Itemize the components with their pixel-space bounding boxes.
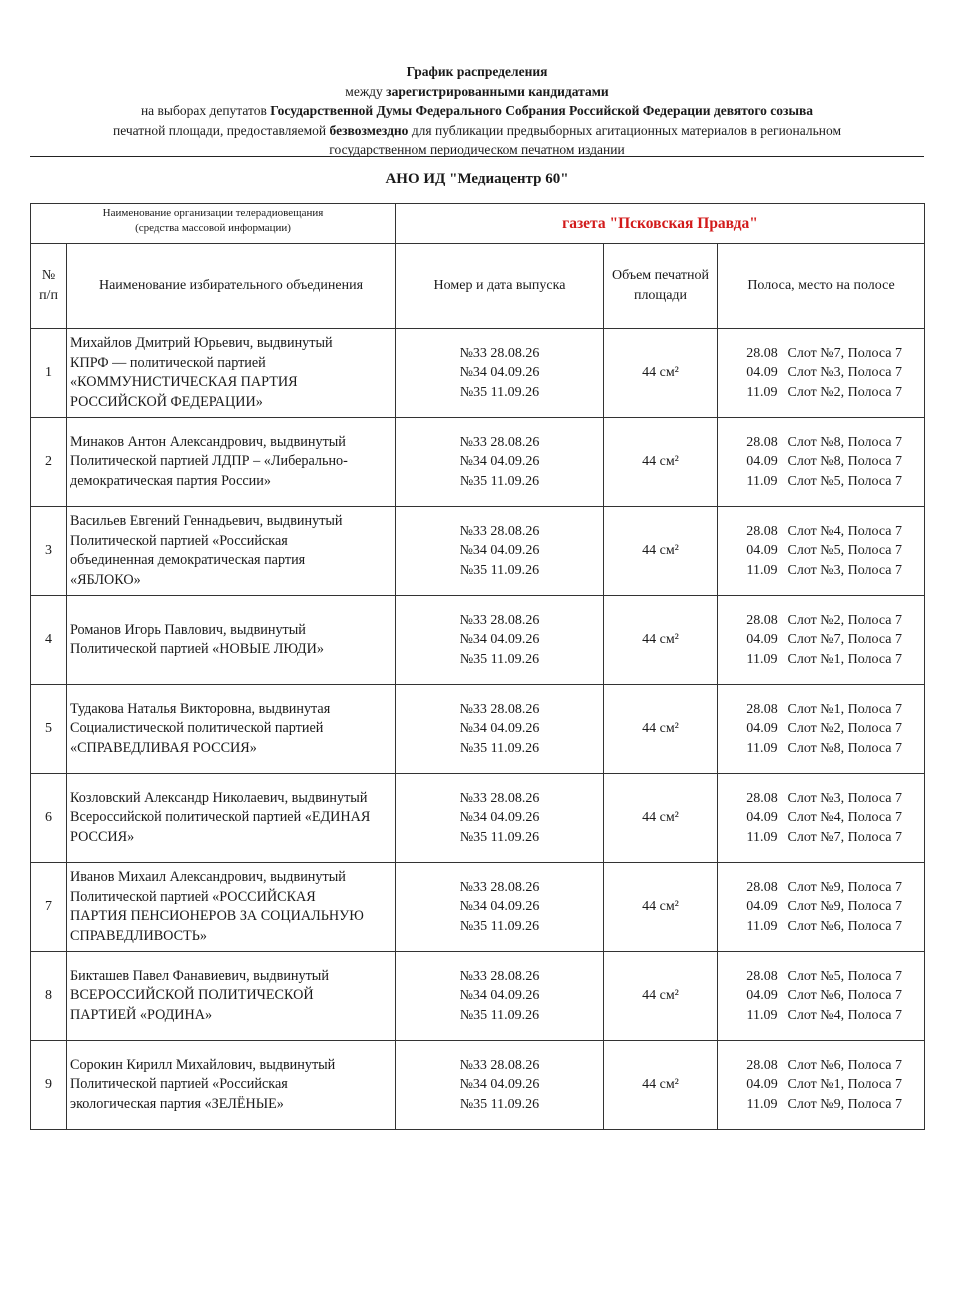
candidate-cell [67, 952, 396, 1041]
positions-cell [718, 774, 925, 863]
positions-cell [718, 685, 925, 774]
issues-cell [396, 596, 604, 685]
issue-line: №34 04.09.26 [459, 899, 540, 915]
candidate-line: ПАРТИЕЙ «РОДИНА» [70, 1006, 213, 1023]
issue-line: №34 04.09.26 [459, 988, 540, 1004]
volume-cell: 44 см² [604, 685, 718, 774]
position-place: Слот №4, Полоса 7 [787, 810, 902, 826]
candidate-line: Политической партией «РОССИЙСКАЯ [70, 888, 316, 905]
position-line [718, 452, 924, 472]
position-date: 28.08 [746, 612, 778, 628]
row-number: 4 [31, 596, 67, 685]
issue-line: №33 28.08.26 [459, 1057, 540, 1073]
candidate-cell [67, 774, 396, 863]
position-place: Слот №3, Полоса 7 [787, 562, 902, 578]
col-header-position: Полоса, место на полосе [718, 244, 925, 329]
position-date: 11.09 [746, 1096, 778, 1112]
issue-line: №33 28.08.26 [459, 434, 540, 450]
position-place: Слот №7, Полоса 7 [787, 632, 902, 648]
candidate-line: РОССИЯ» [70, 828, 135, 845]
candidate-line: Михайлов Дмитрий Юрьевич, выдвинутый [70, 335, 333, 351]
candidate-cell [67, 507, 396, 596]
issues-cell [396, 418, 604, 507]
position-place: Слот №5, Полоса 7 [787, 473, 902, 489]
header-line-3: на выборах депутатов Государственной Думы Федерального Собрания Российской Федерации девятого созыва [140, 103, 814, 118]
issue-line: №33 28.08.26 [459, 701, 540, 717]
positions-cell [718, 863, 925, 952]
candidate-cell [67, 418, 396, 507]
candidate-line: объединенная демократическая партия [70, 552, 306, 568]
position-place: Слот №9, Полоса 7 [787, 899, 902, 915]
table-row [31, 329, 925, 418]
position-line [718, 363, 924, 383]
positions-cell [718, 329, 925, 418]
position-place: Слот №6, Полоса 7 [787, 918, 902, 934]
position-place: Слот №3, Полоса 7 [787, 365, 902, 381]
col-header-party: Наименование избирательного объединения [67, 244, 396, 329]
position-place: Слот №6, Полоса 7 [787, 988, 902, 1004]
issue-line: №34 04.09.26 [459, 810, 540, 826]
position-place: Слот №6, Полоса 7 [787, 1057, 902, 1073]
position-place: Слот №3, Полоса 7 [787, 790, 902, 806]
position-line [718, 828, 924, 848]
document-title: График распределения [406, 64, 548, 79]
candidate-cell [67, 1041, 396, 1130]
row-number: 1 [31, 329, 67, 418]
allocation-table [30, 203, 925, 1130]
candidate-line: ПАРТИЯ ПЕНСИОНЕРОВ ЗА СОЦИАЛЬНУЮ [70, 908, 364, 924]
candidate-line: КПРФ — политической партией [70, 354, 266, 371]
row-number: 3 [31, 507, 67, 596]
candidate-cell [67, 863, 396, 952]
candidate-line: Козловский Александр Николаевич, выдвинутый [70, 789, 368, 806]
position-line [718, 561, 924, 581]
position-date: 04.09 [746, 988, 778, 1004]
media-label: Наименование организации телерадиовещания (средства массовой информации) [31, 204, 396, 244]
table-header-row [31, 244, 925, 329]
table-row [31, 418, 925, 507]
organization-name: АНО ИД "Медиацентр 60" [385, 171, 569, 187]
candidate-line: Политической партией «Российская [70, 1076, 288, 1093]
issue-line: №34 04.09.26 [459, 543, 540, 559]
position-place: Слот №5, Полоса 7 [787, 543, 902, 559]
position-date: 04.09 [746, 454, 778, 470]
position-line [718, 433, 924, 453]
position-place: Слот №8, Полоса 7 [787, 434, 902, 450]
issue-line: №35 11.09.26 [459, 740, 540, 756]
row-number: 8 [31, 952, 67, 1041]
document-header [30, 62, 924, 160]
issue-line: №34 04.09.26 [459, 632, 540, 648]
issue-line: №35 11.09.26 [459, 1007, 540, 1023]
candidate-line: Романов Игорь Павлович, выдвинутый [70, 621, 306, 638]
position-line [718, 700, 924, 720]
candidate-line: РОССИЙСКОЙ ФЕДЕРАЦИИ» [70, 393, 263, 410]
position-date: 11.09 [746, 918, 778, 934]
issues-cell [396, 329, 604, 418]
table-row [31, 863, 925, 952]
candidate-line: Политической партией «НОВЫЕ ЛЮДИ» [70, 641, 324, 657]
position-line [718, 897, 924, 917]
candidate-line: демократическая партия России» [70, 472, 271, 489]
table-row [31, 685, 925, 774]
position-date: 11.09 [746, 384, 778, 400]
volume-cell: 44 см² [604, 1041, 718, 1130]
position-date: 04.09 [746, 543, 778, 559]
positions-cell [718, 596, 925, 685]
position-date: 28.08 [746, 790, 778, 806]
issues-cell [396, 774, 604, 863]
position-line [718, 967, 924, 987]
position-date: 11.09 [746, 473, 778, 489]
position-date: 04.09 [746, 721, 778, 737]
volume-cell: 44 см² [604, 418, 718, 507]
position-line [718, 878, 924, 898]
candidate-line: Тудакова Наталья Викторовна, выдвинутая [70, 700, 331, 717]
position-line [718, 1006, 924, 1026]
issues-cell [396, 507, 604, 596]
issue-line: №33 28.08.26 [459, 790, 540, 806]
position-date: 28.08 [746, 523, 778, 539]
issue-line: №34 04.09.26 [459, 454, 540, 470]
candidate-line: «ЯБЛОКО» [70, 571, 141, 588]
position-place: Слот №1, Полоса 7 [787, 1077, 902, 1093]
issues-cell [396, 1041, 604, 1130]
candidate-line: Бикташев Павел Фанавиевич, выдвинутый [70, 967, 329, 984]
position-date: 28.08 [746, 345, 778, 361]
position-place: Слот №1, Полоса 7 [787, 701, 902, 717]
issue-line: №34 04.09.26 [459, 721, 540, 737]
issue-line: №35 11.09.26 [459, 829, 540, 845]
issue-line: №35 11.09.26 [459, 562, 540, 578]
volume-cell: 44 см² [604, 329, 718, 418]
candidate-line: «КОММУНИСТИЧЕСКАЯ ПАРТИЯ [70, 374, 298, 390]
candidate-cell [67, 329, 396, 418]
volume-cell: 44 см² [604, 774, 718, 863]
position-date: 04.09 [746, 1077, 778, 1093]
position-date: 04.09 [746, 810, 778, 826]
header-divider [30, 156, 924, 157]
position-line [718, 739, 924, 759]
issue-line: №35 11.09.26 [459, 1096, 540, 1112]
position-place: Слот №5, Полоса 7 [787, 968, 902, 984]
row-number: 2 [31, 418, 67, 507]
position-line [718, 611, 924, 631]
volume-cell: 44 см² [604, 507, 718, 596]
position-place: Слот №7, Полоса 7 [787, 345, 902, 361]
header-line-5: государственном периодическом печатном издании [329, 142, 625, 157]
positions-cell [718, 418, 925, 507]
position-place: Слот №9, Полоса 7 [787, 1096, 902, 1112]
candidate-line: Всероссийской политической партией «ЕДИНАЯ [70, 809, 371, 826]
candidate-line: Сорокин Кирилл Михайлович, выдвинутый [70, 1056, 336, 1073]
position-place: Слот №2, Полоса 7 [787, 612, 902, 628]
position-line [718, 1075, 924, 1095]
newspaper-name: газета "Псковская Правда" [396, 204, 925, 244]
positions-cell [718, 1041, 925, 1130]
table-row [31, 507, 925, 596]
position-date: 11.09 [746, 651, 778, 667]
candidate-cell [67, 596, 396, 685]
media-row [31, 204, 925, 244]
position-date: 11.09 [746, 562, 778, 578]
col-header-num: № п/п [31, 244, 67, 329]
position-date: 28.08 [746, 701, 778, 717]
candidate-line: Политической партией ЛДПР – «Либерально- [70, 453, 348, 470]
position-date: 11.09 [746, 740, 778, 756]
position-line [718, 808, 924, 828]
position-date: 11.09 [746, 829, 778, 845]
position-line [718, 541, 924, 561]
issue-line: №33 28.08.26 [459, 968, 540, 984]
candidate-line: Политической партией «Российская [70, 532, 288, 549]
positions-cell [718, 507, 925, 596]
position-date: 11.09 [746, 1007, 778, 1023]
position-place: Слот №8, Полоса 7 [787, 454, 902, 470]
header-line-2: между зарегистрированными кандидатами [345, 83, 609, 99]
issue-line: №35 11.09.26 [459, 918, 540, 934]
row-number: 9 [31, 1041, 67, 1130]
position-place: Слот №4, Полоса 7 [787, 523, 902, 539]
row-number: 6 [31, 774, 67, 863]
table-row [31, 596, 925, 685]
row-number: 7 [31, 863, 67, 952]
col-header-issue: Номер и дата выпуска [396, 244, 604, 329]
issue-line: №33 28.08.26 [459, 612, 540, 628]
position-date: 28.08 [746, 1057, 778, 1073]
position-place: Слот №2, Полоса 7 [787, 384, 902, 400]
issue-line: №34 04.09.26 [459, 365, 540, 381]
position-line [718, 917, 924, 937]
col-header-volume: Объем печатной площади [604, 244, 718, 329]
candidate-line: Иванов Михаил Александрович, выдвинутый [70, 869, 346, 885]
position-line [718, 344, 924, 364]
issue-line: №35 11.09.26 [459, 473, 540, 489]
position-line [718, 383, 924, 403]
table-row [31, 952, 925, 1041]
position-place: Слот №8, Полоса 7 [787, 740, 902, 756]
candidate-line: Социалистической политической партией [70, 720, 324, 737]
position-line [718, 522, 924, 542]
table-row [31, 774, 925, 863]
candidate-line: Минаков Антон Александрович, выдвинутый [70, 433, 346, 450]
issues-cell [396, 952, 604, 1041]
row-number: 5 [31, 685, 67, 774]
issues-cell [396, 863, 604, 952]
position-line [718, 1095, 924, 1115]
position-line [718, 719, 924, 739]
position-date: 28.08 [746, 968, 778, 984]
position-date: 28.08 [746, 434, 778, 450]
position-place: Слот №7, Полоса 7 [787, 829, 902, 845]
position-line [718, 472, 924, 492]
issue-line: №35 11.09.26 [459, 384, 540, 400]
issue-line: №33 28.08.26 [459, 523, 540, 539]
positions-cell [718, 952, 925, 1041]
position-place: Слот №9, Полоса 7 [787, 879, 902, 895]
position-line [718, 1056, 924, 1076]
position-place: Слот №4, Полоса 7 [787, 1007, 902, 1023]
position-line [718, 650, 924, 670]
candidate-line: «СПРАВЕДЛИВАЯ РОССИЯ» [70, 739, 257, 756]
position-date: 04.09 [746, 899, 778, 915]
candidate-cell [67, 685, 396, 774]
table-row [31, 1041, 925, 1130]
volume-cell: 44 см² [604, 863, 718, 952]
position-date: 04.09 [746, 632, 778, 648]
position-date: 28.08 [746, 879, 778, 895]
position-place: Слот №1, Полоса 7 [787, 651, 902, 667]
position-line [718, 789, 924, 809]
position-date: 04.09 [746, 365, 778, 381]
position-line [718, 630, 924, 650]
issue-line: №33 28.08.26 [459, 345, 540, 361]
issue-line: №33 28.08.26 [459, 879, 540, 895]
candidate-line: Васильев Евгений Геннадьевич, выдвинутый [70, 513, 343, 529]
header-line-4: печатной площади, предоставляемой безвозмездно для публикации предвыборных агитационных материалов в региональном [112, 122, 842, 138]
candidate-line: ВСЕРОССИЙСКОЙ ПОЛИТИЧЕСКОЙ [70, 987, 314, 1004]
issues-cell [396, 685, 604, 774]
issue-line: №35 11.09.26 [459, 651, 540, 667]
candidate-line: СПРАВЕДЛИВОСТЬ» [70, 927, 207, 944]
position-place: Слот №2, Полоса 7 [787, 721, 902, 737]
volume-cell: 44 см² [604, 596, 718, 685]
candidate-line: экологическая партия «ЗЕЛЁНЫЕ» [70, 1095, 284, 1112]
volume-cell: 44 см² [604, 952, 718, 1041]
issue-line: №34 04.09.26 [459, 1077, 540, 1093]
position-line [718, 986, 924, 1006]
